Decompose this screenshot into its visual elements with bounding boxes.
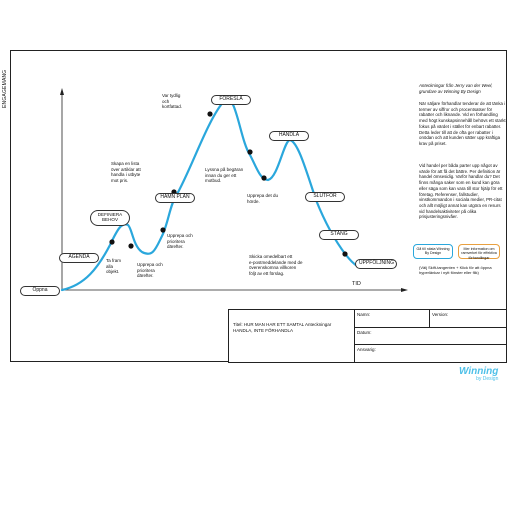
y-axis-label: ENGAGEMANG (2, 69, 8, 108)
note-upprepa-2: Upprepa och prioritera därefter. (167, 233, 193, 250)
stage-slutfor: SLUTFÖR (305, 192, 345, 202)
dot-var-tydlig (207, 111, 212, 116)
title-block-namn: Namn: (357, 312, 371, 317)
title-block-version: Version: (432, 312, 449, 317)
stage-oppna: Öppna (20, 286, 60, 296)
title-block (228, 309, 507, 363)
stage-agenda: AGENDA (59, 253, 99, 263)
title-block-title: Titel: HUR MAN HAR ETT SAMTAL Anteckningar HANDLA, INTE FÖRHANDLA (233, 322, 332, 333)
logo-main: Winning (459, 366, 499, 377)
note-skicka: Skicka omedelbart ett e-postmeddelande med de överenskomna villkoren följt av ett förslag. (249, 254, 303, 276)
note-ta-fram: Ta fram alla objekt. (106, 258, 122, 275)
x-axis-arrow (401, 288, 408, 292)
y-axis-arrow (60, 88, 64, 95)
logo-sub: by Design (476, 376, 499, 382)
note-upprepa-1: Upprepa och prioritera därefter. (137, 262, 163, 279)
note-var-tydlig: Var tydlig och kortfattad. (162, 93, 183, 110)
stage-definiera-behov: DEFINIERA BEHOV (90, 210, 130, 226)
note-lyssna: Lyssna på begäran innan du ger ett motbud. (205, 167, 244, 184)
note-upprepa-3: Upprepa det du hörde. (247, 193, 279, 204)
stage-uppfoljning: UPPFÖLJNING (355, 259, 397, 269)
winning-by-design-logo (459, 366, 498, 382)
stage-stang: STÄNG (319, 230, 359, 240)
dot-skicka (342, 251, 347, 256)
stage-handla: HANDLA (269, 131, 309, 141)
title-block-ansvarig: Ansvarig: (357, 347, 376, 352)
stage-hamn-plan: HAMN PLAN (155, 193, 195, 203)
dot-upprepa-2 (160, 227, 165, 232)
sidebar-footer: (Välj Skift-tangenten + Klick för att öppna hyperlänkar i nytt fönster eller flik) (419, 265, 492, 276)
dot-upprepa-3 (261, 175, 266, 180)
dot-upprepa-1 (128, 243, 133, 248)
sidebar-intro: Anteckningar från Jerry van der Weel, grundare av Winning By Design (419, 83, 493, 94)
stage-foresla: FÖRESLÅ (211, 95, 251, 105)
dot-lyssna (247, 149, 252, 154)
x-axis-label: TID (352, 281, 361, 287)
note-skapa-lista: Skapa en lista över artiklar att handla i utbyte mot pris. (111, 161, 141, 183)
dot-ta-fram (109, 239, 114, 244)
next-winning-by-design-button[interactable]: Gå till nästa Winning By Design (413, 244, 453, 259)
sidebar-paragraph-1: När säljare förhandlar tenderar de att tänka i termer av siffror och procentsatser för rabatter och liknande. Vid en förhandling med högt kunskapsinnehåll behövs ett starkt fokus på värdet i stället för enbart rabatter. Detta leder till att de ofta ger rabatter i onödan och att kunden sätter upp kraftiga krav på priset. (419, 101, 506, 147)
negotiation-framework-button[interactable]: Mer information om ramverket för effektiva förhandlingar (458, 244, 500, 259)
title-block-datum: Datum: (357, 330, 372, 335)
sidebar-paragraph-2: Vid handel per båda parter upp något av värde för att få det bättre. Per definition är handel ömsesidig. Varför handlar du? Det finns många saker som en kund kan göra eller säga som kan vara till stor hjälp för ett företag. Referenser, fallstudier, vinstkommandon i sociala medier, PR-citat och allt möjligt annat kan utgöra en resurs vid handelsaktiviteter på olika prisjusteringsnivåer. (419, 163, 503, 220)
